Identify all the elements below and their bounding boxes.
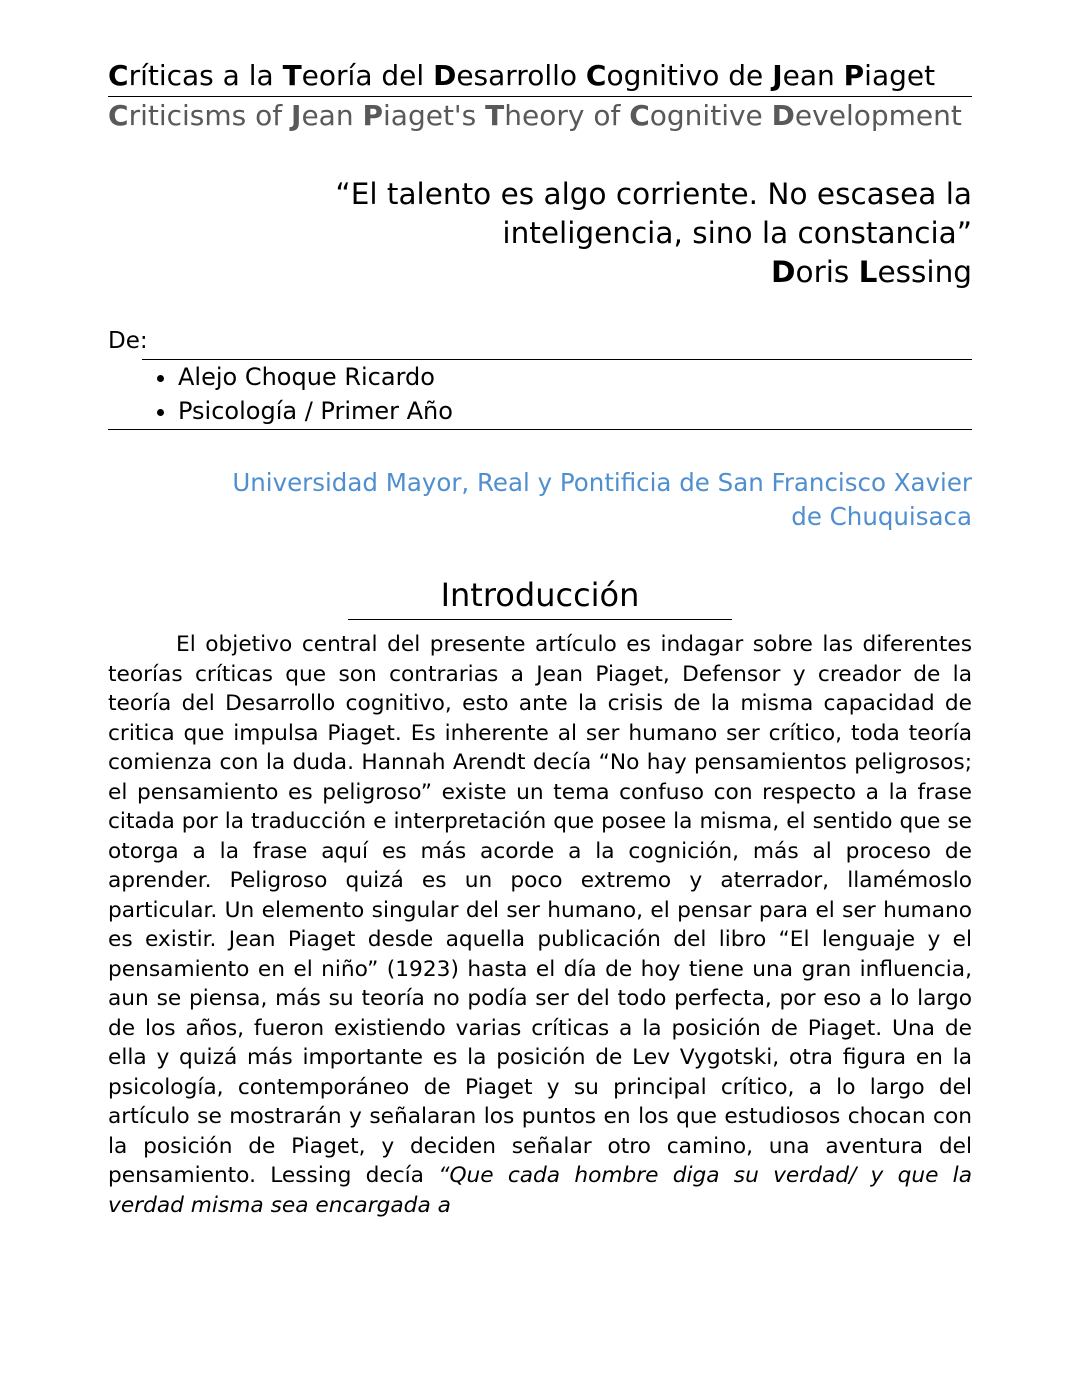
- word-rest: iaget's: [383, 99, 486, 132]
- initial-letter: J: [772, 59, 783, 92]
- initial-letter: C: [108, 59, 129, 92]
- epigraph-author: [108, 253, 972, 292]
- word-rest: riticisms of: [128, 99, 292, 132]
- author-name: • Alejo Choque Ricardo: [178, 360, 972, 394]
- paragraph-italic-quote: “Que cada hombre diga su verdad/ y que la verdad misma sea encargada a: [108, 1163, 972, 1218]
- initial-letter: T: [485, 99, 505, 132]
- epigraph: [108, 175, 972, 292]
- university-name: [108, 466, 972, 534]
- word-rest: evelopment: [794, 99, 962, 132]
- word-rest: oris: [795, 255, 859, 289]
- initial-letter: C: [108, 99, 129, 132]
- word-rest: esarrollo: [456, 59, 586, 92]
- document-page: [108, 58, 972, 1242]
- initial-letter: P: [843, 59, 865, 92]
- initial-letter: P: [362, 99, 384, 132]
- epigraph-line: “El talento es algo corriente. No escasea la: [335, 177, 972, 211]
- from-label: De:: [108, 328, 148, 354]
- word-rest: iaget: [864, 59, 936, 92]
- initial-letter: D: [433, 59, 457, 92]
- word-rest: eoría del: [301, 59, 434, 92]
- word-rest: ríticas a la: [128, 59, 283, 92]
- author-program: • Psicología / Primer Año: [178, 394, 972, 428]
- epigraph-line: inteligencia, sino la constancia”: [502, 216, 972, 250]
- initial-letter: C: [585, 59, 607, 92]
- initial-letter: J: [291, 99, 302, 132]
- intro-paragraph: [108, 630, 972, 1220]
- word-rest: essing: [877, 255, 972, 289]
- word-rest: ean: [782, 59, 844, 92]
- word-rest: ognitivo de: [606, 59, 773, 92]
- paragraph-text: El objetivo central del presente artículo es indagar sobre las diferentes teorías críticas que son contrarias a Jean Piaget, Defensor y creador de la teoría del Desarrollo cognitivo, esto ante la crisis de la misma capacidad de critica que impulsa Piaget. Es inherente al ser humano ser crítico, toda teoría comienza con la duda. Hannah Arendt decía “No hay pensamientos peligrosos; el pensamiento es peligroso” existe un tema confuso con respecto a la frase citada por la traducción e interpretación que posee la misma, el sentido que se otorga a la frase aquí es más acorde a la cognición, más al proceso de aprender. Peligroso quizá es un poco extremo y aterrador, llamémoslo particular. Un elemento singular del ser humano, el pensar para el ser humano es existir. Jean Piaget desde aquella publicación del libro “El lenguaje y el pensamiento en el niño” (1923) hasta el día de hoy tiene una gran influencia, aun se piensa, más su teoría no podía ser del todo perfecta, por eso a lo largo de los años, fueron existiendo varias críticas a la posición de Piaget. Una de ella y quizá más importante es la posición de Lev Vygotski, otra figura en la psicología, contemporáneo de Piaget y su principal crítico, a lo largo del artículo se mostrarán y señalaran los puntos en los que estudiosos chocan con la posición de Piaget, y deciden señalar otro camino, una aventura del pensamiento. Lessing decía: [108, 632, 972, 1188]
- word-rest: heory of: [504, 99, 630, 132]
- heading-underline: [348, 619, 732, 620]
- initial-letter: L: [858, 255, 878, 289]
- initial-letter: T: [282, 59, 302, 92]
- document-title: [108, 58, 972, 97]
- author-list: [108, 360, 972, 430]
- initial-letter: C: [629, 99, 650, 132]
- initial-letter: D: [771, 255, 796, 289]
- word-rest: ognitive: [649, 99, 772, 132]
- word-rest: ean: [301, 99, 363, 132]
- university-line: Universidad Mayor, Real y Pontificia de San Francisco Xavier: [232, 468, 972, 497]
- initial-letter: D: [771, 99, 795, 132]
- university-line: de Chuquisaca: [791, 502, 972, 531]
- document-subtitle: [108, 98, 972, 134]
- section-heading: Introducción: [440, 576, 640, 614]
